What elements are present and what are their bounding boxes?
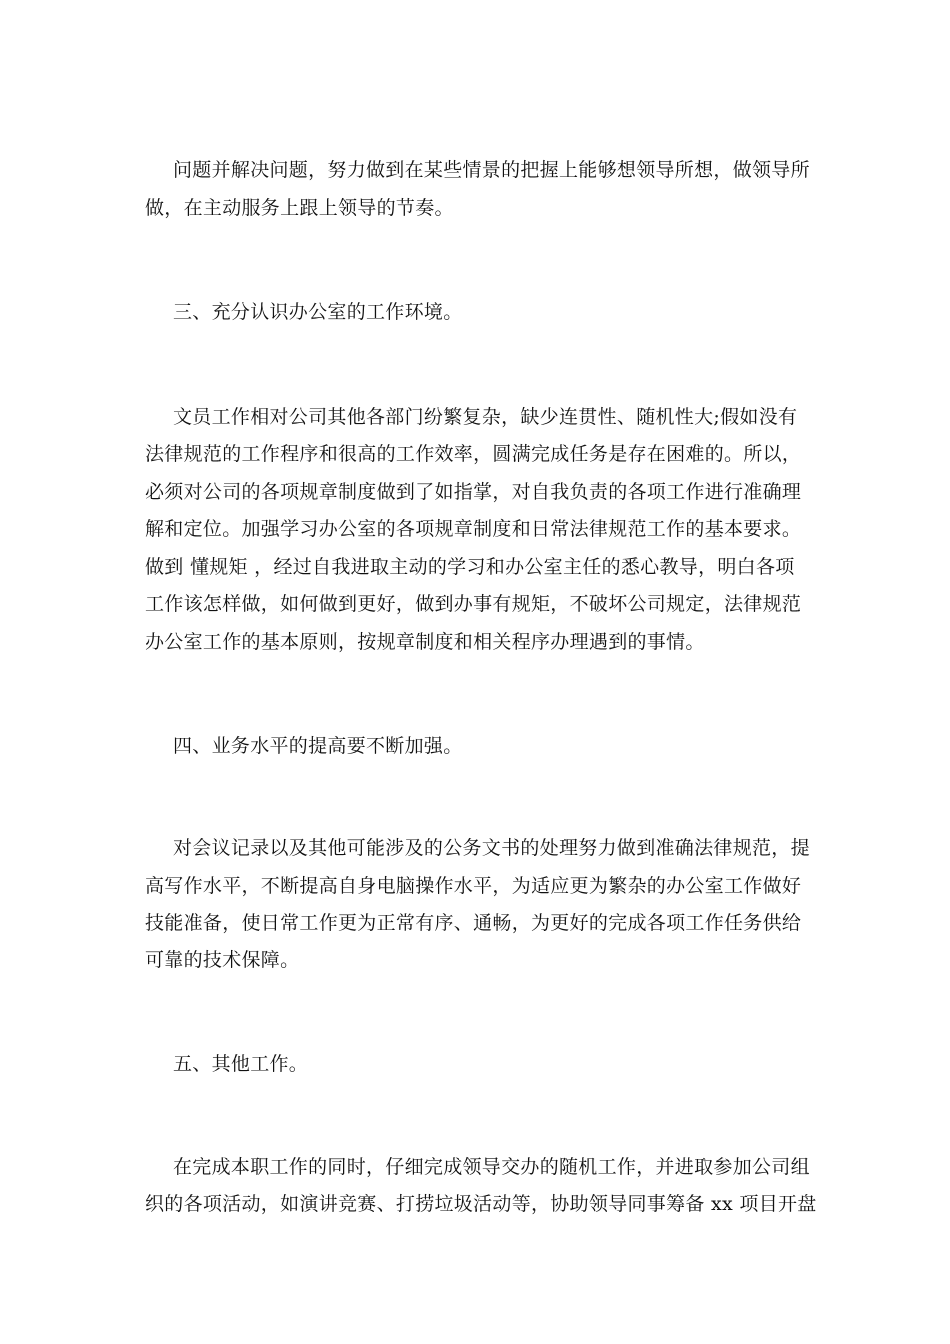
paragraph-line: 高写作水平，不断提高自身电脑操作水平，为适应更为繁杂的办公室工作做好 bbox=[145, 875, 802, 897]
paragraph-line: 解和定位。加强学习办公室的各项规章制度和日常法律规范工作的基本要求。 bbox=[145, 518, 802, 540]
section-heading: 四、业务水平的提高要不断加强。 bbox=[173, 735, 463, 757]
paragraph-line: 工作该怎样做，如何做到更好，做到办事有规矩，不破坏公司规定，法律规范 bbox=[145, 593, 802, 615]
section-heading: 五、其他工作。 bbox=[173, 1053, 309, 1075]
paragraph-line: 在完成本职工作的同时，仔细完成领导交办的随机工作，并进取参加公司组 bbox=[173, 1156, 810, 1178]
paragraph-line: 法律规范的工作程序和很高的工作效率，圆满完成任务是存在困难的。所以， bbox=[145, 443, 802, 465]
paragraph-line: 对会议记录以及其他可能涉及的公务文书的处理努力做到准确法律规范，提 bbox=[173, 837, 810, 859]
paragraph-line: 织的各项活动，如演讲竞赛、打捞垃圾活动等，协助领导同事筹备 xx 项目开盘 bbox=[145, 1193, 817, 1215]
paragraph-line: 做到 懂规矩 ，经过自我进取主动的学习和办公室主任的悉心教导，明白各项 bbox=[145, 556, 795, 578]
paragraph-line: 可靠的技术保障。 bbox=[145, 949, 300, 971]
paragraph-line: 必须对公司的各项规章制度做到了如指掌，对自我负责的各项工作进行准确理 bbox=[145, 481, 802, 503]
paragraph-line: 文员工作相对公司其他各部门纷繁复杂，缺少连贯性、随机性大;假如没有 bbox=[173, 406, 798, 428]
paragraph-line: 办公室工作的基本原则，按规章制度和相关程序办理遇到的事情。 bbox=[145, 631, 705, 653]
paragraph-line: 做，在主动服务上跟上领导的节奏。 bbox=[145, 197, 454, 219]
section-heading: 三、充分认识办公室的工作环境。 bbox=[173, 301, 463, 323]
paragraph-line: 问题并解决问题，努力做到在某些情景的把握上能够想领导所想，做领导所 bbox=[173, 159, 810, 181]
paragraph-line: 技能准备，使日常工作更为正常有序、通畅，为更好的完成各项工作任务供给 bbox=[145, 912, 802, 934]
